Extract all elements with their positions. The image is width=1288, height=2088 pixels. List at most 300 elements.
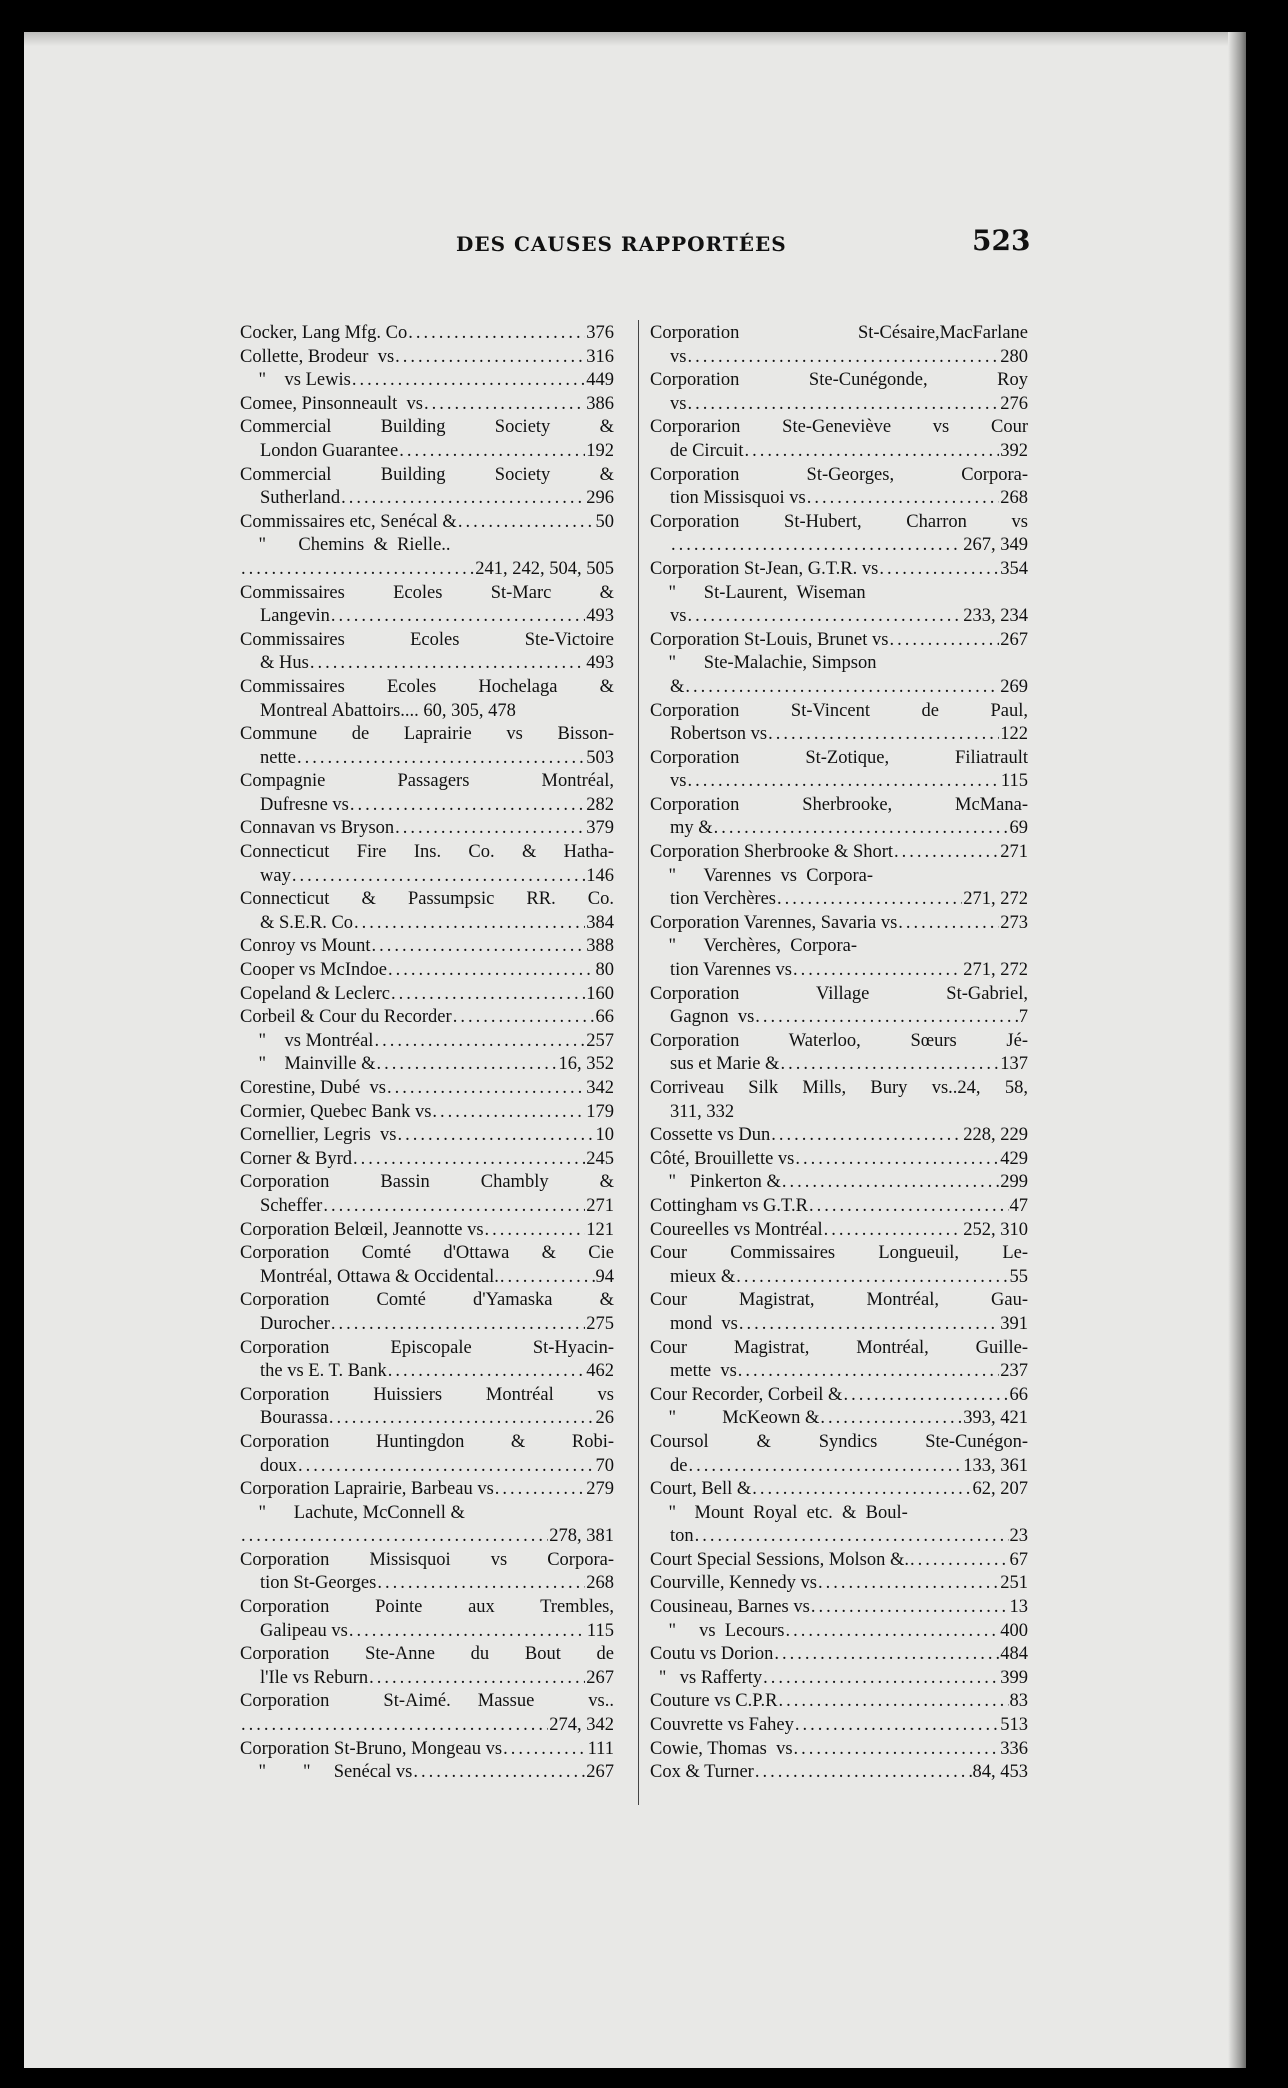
page-reference: 267: [586, 1667, 614, 1688]
index-entry: [240, 747, 614, 771]
dot-leader: [432, 1101, 585, 1125]
page-reference: 121: [586, 1219, 614, 1240]
dot-leader: [687, 605, 962, 629]
entry-text: de: [670, 1455, 688, 1476]
page-reference: 354: [1000, 558, 1028, 579]
entry-text: Comee, Pinsonneault vs: [240, 393, 423, 414]
dot-leader: [763, 1667, 999, 1691]
index-entry: Cour Magistrat, Montréal, Gau-: [650, 1290, 1028, 1311]
dot-leader: [374, 1030, 585, 1054]
index-entry: [650, 676, 1028, 700]
scan-shadow-top: [24, 32, 1246, 46]
index-entry: [650, 723, 1028, 747]
index-entry: Corporation St-Césaire,MacFarlane: [650, 323, 1028, 343]
dot-leader: [424, 393, 585, 417]
page-reference: 228, 229: [963, 1125, 1028, 1146]
dot-leader: [349, 1620, 586, 1644]
index-entry: Corporation Huntingdon & Robi-: [240, 1431, 614, 1452]
index-entry: " Lachute, McConnell &: [240, 1502, 465, 1523]
index-entry: Corporation Sherbrooke, McMana-: [650, 794, 1028, 815]
dot-leader: [807, 487, 1000, 511]
index-entry: [240, 511, 614, 535]
page-reference: 67: [1009, 1549, 1028, 1570]
dot-leader: [818, 1572, 999, 1596]
entry-text: " Mainville &: [240, 1054, 376, 1075]
dot-leader: [388, 959, 595, 983]
index-entry: [650, 1478, 1028, 1502]
index-entry: [240, 346, 614, 370]
page-reference: 268: [1000, 488, 1028, 509]
entry-text: Cocker, Lang Mfg. Co: [240, 323, 408, 343]
index-entry: [650, 1667, 1028, 1691]
index-column-left: [240, 322, 614, 1785]
index-entry: [650, 558, 1028, 582]
dot-leader: [350, 794, 585, 818]
entry-text: Dufresne vs: [260, 794, 349, 815]
entry-text: '' vs Rafferty: [650, 1667, 763, 1688]
index-entry: [650, 1643, 1028, 1667]
page-reference: 26: [595, 1408, 614, 1429]
index-entry: " Varennes vs Corpora-: [650, 865, 874, 886]
entry-text: Bourassa: [260, 1408, 328, 1429]
entry-text: " vs Lecours: [650, 1620, 785, 1641]
entry-text: " McKeown &: [650, 1408, 820, 1429]
dot-leader: [824, 1219, 963, 1243]
entry-text: Cottingham vs G.T.R: [650, 1195, 808, 1216]
page-reference: 282: [586, 794, 614, 815]
scanned-page: [24, 32, 1246, 2068]
dot-leader: [399, 440, 585, 464]
page-reference: 84, 453: [972, 1762, 1028, 1783]
index-entry: Corporarion Ste-Geneviève vs Cour: [650, 417, 1028, 438]
index-entry: Corporation St-Vincent de Paul,: [650, 700, 1028, 721]
index-entry: [650, 440, 1028, 464]
entry-text: &: [670, 676, 685, 697]
dot-leader: [755, 1761, 972, 1785]
index-entry: [650, 888, 1028, 912]
index-entry: [650, 1525, 1028, 1549]
entry-text: Montréal, Ottawa & Occidental.: [260, 1266, 499, 1287]
page-reference: 69: [1009, 818, 1028, 839]
entry-text: " vs Montréal: [240, 1030, 374, 1051]
page-reference: 111: [587, 1738, 614, 1759]
entry-text: tion Verchères: [670, 889, 776, 910]
page-reference: 257: [586, 1030, 614, 1051]
dot-leader: [755, 1006, 1017, 1030]
page-reference: 251: [1000, 1573, 1028, 1594]
dot-leader: [341, 487, 585, 511]
index-entry: [650, 487, 1028, 511]
index-entry: [650, 1549, 1028, 1573]
dot-leader: [843, 1384, 1008, 1408]
index-entry: Corporation Bassin Chambly &: [240, 1172, 614, 1193]
entry-text: Court, Bell &: [650, 1479, 752, 1500]
dot-leader: [408, 322, 585, 346]
entry-text: Corporation Sherbrooke & Short: [650, 842, 894, 863]
index-entry: [650, 1266, 1028, 1290]
page-reference: 280: [1000, 346, 1028, 367]
page-reference: 16, 352: [558, 1054, 614, 1075]
index-entry: [240, 1360, 614, 1384]
entry-text: mieux &: [670, 1266, 736, 1287]
dot-leader: [774, 1643, 999, 1667]
dot-leader: [744, 440, 999, 464]
index-entry: Corporation Ste-Cunégonde, Roy: [650, 370, 1028, 391]
entry-text: Coutu vs Dorion: [650, 1644, 774, 1665]
dot-leader: [391, 983, 585, 1007]
page-reference: 268: [586, 1573, 614, 1594]
page-reference: 388: [586, 936, 614, 957]
dot-leader: [503, 1738, 587, 1762]
index-entry: [240, 1572, 614, 1596]
page-reference: 241, 242, 504, 505: [475, 558, 614, 579]
page-reference: 299: [1000, 1172, 1028, 1193]
page-reference: 179: [586, 1101, 614, 1122]
entry-text: de Circuit: [670, 440, 744, 461]
index-entry: [240, 935, 614, 959]
entry-text: Durocher: [260, 1313, 330, 1334]
index-entry: [650, 1572, 1028, 1596]
page-reference: 429: [1000, 1148, 1028, 1169]
index-entry: [240, 605, 614, 629]
page-reference: 379: [586, 818, 614, 839]
page-reference: 392: [1000, 440, 1028, 461]
entry-text: Courville, Kennedy vs: [650, 1573, 817, 1594]
index-entry: [240, 1455, 614, 1479]
page-reference: 50: [595, 511, 614, 532]
index-entry: [240, 1124, 614, 1148]
dot-leader: [387, 1077, 585, 1101]
page-reference: 10: [595, 1125, 614, 1146]
index-entry: Corporation Comté d'Ottawa & Cie: [240, 1243, 614, 1264]
dot-leader: [485, 1219, 586, 1243]
index-entry: [240, 817, 614, 841]
dot-leader: [671, 534, 962, 558]
dot-leader: [495, 1478, 585, 1502]
dot-leader: [714, 817, 1009, 841]
page-reference: 342: [586, 1078, 614, 1098]
page-reference: 267, 349: [963, 535, 1028, 556]
index-entry: Corporation St-Georges, Corpora-: [650, 464, 1028, 485]
index-entry: Corporation St-Zotique, Filiatrault: [650, 747, 1028, 768]
index-entry: [650, 841, 1028, 865]
index-entry: [650, 1690, 1028, 1714]
dot-leader: [297, 747, 585, 771]
dot-leader: [395, 346, 585, 370]
index-entry: [650, 1124, 1028, 1148]
index-entry: [240, 1620, 614, 1644]
index-entry: [650, 1407, 1028, 1431]
index-column-right: [650, 322, 1028, 1785]
dot-leader: [795, 1714, 999, 1738]
index-entry: Corporation St-Aimé. Massue vs..: [240, 1691, 614, 1712]
entry-text: vs: [670, 606, 687, 627]
page-reference: 66: [595, 1007, 614, 1028]
dot-leader: [777, 888, 962, 912]
entry-text: vs: [670, 393, 687, 414]
entry-text: Cowie, Thomas vs: [650, 1738, 793, 1759]
entry-text: Sutherland: [260, 488, 341, 509]
page-reference: 336: [1000, 1738, 1028, 1759]
index-entry: Corporation Huissiers Montréal vs: [240, 1384, 614, 1405]
index-entry: [240, 1266, 614, 1290]
dot-leader: [331, 1313, 585, 1337]
page-reference: 462: [586, 1361, 614, 1382]
page-reference: 160: [586, 983, 614, 1004]
page-reference: 400: [1000, 1620, 1028, 1641]
index-entry: Commissaires Ecoles St-Marc &: [240, 582, 614, 603]
dot-leader: [413, 1761, 585, 1785]
index-entry: Commercial Building Society &: [240, 464, 614, 485]
dot-leader: [793, 959, 962, 983]
entry-text: Galipeau vs: [260, 1620, 348, 1641]
index-entry: [650, 912, 1028, 936]
index-entry: [650, 346, 1028, 370]
entry-text: Corporation Belœil, Jeannotte vs: [240, 1219, 484, 1240]
index-entry: Corporation Missisquoi vs Corpora-: [240, 1549, 614, 1570]
entry-text: the vs E. T. Bank: [260, 1361, 387, 1382]
dot-leader: [310, 652, 585, 676]
dot-leader: [323, 1195, 585, 1219]
dot-leader: [241, 1525, 548, 1549]
index-entry: [240, 1030, 614, 1054]
index-entry: [650, 1455, 1028, 1479]
dot-leader: [377, 1053, 558, 1077]
index-entry: [240, 1738, 614, 1762]
page-reference: 484: [1000, 1644, 1028, 1665]
entry-text: tion Varennes vs: [670, 960, 792, 981]
index-entry: " Mount Royal etc. & Boul-: [650, 1502, 908, 1523]
index-entry: Cour Magistrat, Montréal, Guille-: [650, 1337, 1028, 1358]
dot-leader: [894, 841, 999, 865]
index-entry: 311, 332: [670, 1101, 735, 1122]
page-reference: 237: [1000, 1361, 1028, 1382]
dot-leader: [687, 770, 999, 794]
dot-leader: [331, 605, 585, 629]
page-reference: 271: [586, 1195, 614, 1216]
index-entry: [650, 1006, 1028, 1030]
page-reference: 7: [1018, 1007, 1028, 1028]
index-entry: " Ste-Malachie, Simpson: [650, 653, 877, 674]
dot-leader: [820, 1407, 962, 1431]
index-entry: Cour Commissaires Longueuil, Le-: [650, 1243, 1028, 1264]
page-reference: 384: [586, 912, 614, 933]
index-entry: Coursol & Syndics Ste-Cunégon-: [650, 1431, 1028, 1452]
index-entry: [240, 1313, 614, 1337]
dot-leader: [688, 1455, 962, 1479]
page-reference: 376: [586, 323, 614, 343]
dot-leader: [500, 1266, 595, 1290]
dot-leader: [298, 1455, 595, 1479]
dot-leader: [352, 369, 585, 393]
index-entry: [650, 1620, 1028, 1644]
column-divider: [638, 320, 639, 1805]
dot-leader: [879, 558, 999, 582]
page-reference: 70: [595, 1455, 614, 1476]
entry-text: Corporation Laprairie, Barbeau vs: [240, 1479, 494, 1500]
index-entry: [240, 1101, 614, 1125]
page-reference: 316: [586, 346, 614, 367]
page-reference: 267: [586, 1762, 614, 1783]
page-reference: 391: [1000, 1313, 1028, 1334]
entry-text: way: [260, 865, 291, 886]
index-entry: [650, 959, 1028, 983]
page-reference: 245: [586, 1148, 614, 1169]
index-entry: [240, 1714, 614, 1738]
index-entry: [240, 1053, 614, 1077]
entry-text: nette: [260, 747, 296, 768]
page-reference: 133, 361: [963, 1455, 1028, 1476]
index-entry: Commissaires Ecoles Ste-Victoire: [240, 629, 614, 650]
index-entry: Corporation Episcopale St-Hyacin-: [240, 1337, 614, 1358]
index-entry: [240, 1077, 614, 1101]
entry-text: & S.E.R. Co: [260, 912, 354, 933]
index-entry: [650, 770, 1028, 794]
index-entry: Commune de Laprairie vs Bisson-: [240, 724, 614, 745]
dot-leader: [739, 1313, 999, 1337]
index-entry: [240, 1148, 614, 1172]
entry-text: Cossette vs Dun: [650, 1125, 771, 1146]
index-entry: [650, 534, 1028, 558]
dot-leader: [780, 1053, 999, 1077]
dot-leader: [752, 1478, 971, 1502]
index-entry: [240, 322, 614, 346]
page-reference: 83: [1009, 1691, 1028, 1712]
entry-text: London Guarantee: [260, 440, 399, 461]
dot-leader: [354, 912, 585, 936]
entry-text: vs: [670, 346, 687, 367]
page-reference: 271, 272: [963, 889, 1028, 910]
page-reference: 278, 381: [549, 1526, 614, 1547]
page-reference: 233, 234: [963, 606, 1028, 627]
index-entry: [240, 369, 614, 393]
page-reference: 275: [586, 1313, 614, 1334]
dot-leader: [453, 1006, 595, 1030]
entry-text: mette vs: [670, 1361, 737, 1382]
index-entry: [240, 1525, 614, 1549]
index-entry: [650, 817, 1028, 841]
entry-text: Gagnon vs: [670, 1007, 755, 1028]
dot-leader: [898, 912, 999, 936]
page-reference: 513: [1000, 1715, 1028, 1736]
index-entry: [240, 912, 614, 936]
index-entry: [240, 1667, 614, 1691]
index-entry: Corporation Ste-Anne du Bout de: [240, 1644, 614, 1665]
page-reference: 66: [1009, 1384, 1028, 1405]
page-reference: 13: [1009, 1597, 1028, 1618]
entry-text: Robertson vs: [670, 724, 768, 745]
page-number: 523: [972, 224, 1031, 257]
index-entry: [650, 1360, 1028, 1384]
entry-text: l'Ile vs Reburn: [260, 1667, 369, 1688]
dot-leader: [395, 817, 585, 841]
page-reference: 55: [1009, 1266, 1028, 1287]
page-reference: 80: [595, 960, 614, 981]
page-reference: 23: [1009, 1526, 1028, 1547]
page-reference: 274, 342: [549, 1715, 614, 1736]
page-reference: 94: [595, 1266, 614, 1287]
index-entry: [650, 1384, 1028, 1408]
index-entry: [650, 1761, 1028, 1785]
index-entry: [240, 652, 614, 676]
entry-text: Cormier, Quebec Bank vs: [240, 1101, 432, 1122]
dot-leader: [353, 1148, 585, 1172]
entry-text: sus et Marie &: [670, 1054, 780, 1075]
dot-leader: [241, 558, 474, 582]
entry-text: Cour Recorder, Corbeil &: [650, 1384, 843, 1405]
page-reference: 267: [1000, 629, 1028, 650]
index-entry: [240, 1006, 614, 1030]
dot-leader: [738, 1360, 999, 1384]
page-reference: 146: [586, 865, 614, 886]
entry-text: tion Missisquoi vs: [670, 488, 806, 509]
page-reference: 296: [586, 488, 614, 509]
entry-text: Court Special Sessions, Molson &.: [650, 1549, 910, 1570]
index-entry: " Verchères, Corpora-: [650, 936, 858, 957]
dot-leader: [782, 1171, 999, 1195]
index-entry: Corporation Village St-Gabriel,: [650, 983, 1028, 1004]
index-entry: [240, 959, 614, 983]
index-entry: Connecticut Fire Ins. Co. & Hatha-: [240, 842, 614, 863]
page-reference: 47: [1009, 1195, 1028, 1216]
index-entry: Corporation Comté d'Yamaska &: [240, 1290, 614, 1311]
entry-text: Commissaires etc, Senécal &: [240, 511, 457, 532]
index-entry: [650, 1313, 1028, 1337]
index-entry: [240, 1407, 614, 1431]
entry-text: Corporation St-Louis, Brunet vs: [650, 629, 889, 650]
index-entry: " Chemins & Rielle..: [240, 535, 451, 556]
entry-text: Connavan vs Bryson: [240, 818, 395, 839]
entry-text: Corbeil & Cour du Recorder: [240, 1007, 452, 1028]
entry-text: " vs Lewis: [240, 370, 351, 391]
dot-leader: [372, 935, 586, 959]
index-entry: " St-Laurent, Wiseman: [650, 582, 866, 603]
entry-text: vs: [670, 771, 687, 792]
page-reference: 192: [586, 440, 614, 461]
page-reference: 503: [586, 747, 614, 768]
dot-leader: [685, 676, 999, 700]
index-entry: [240, 794, 614, 818]
index-entry: [650, 1714, 1028, 1738]
dot-leader: [687, 393, 999, 417]
dot-leader: [778, 1690, 1008, 1714]
index-entry: [240, 393, 614, 417]
page-reference: 137: [1000, 1054, 1028, 1075]
page-reference: 399: [1000, 1667, 1028, 1688]
index-entry: Connecticut & Passumpsic RR. Co.: [240, 889, 614, 910]
entry-text: Couvrette vs Fahey: [650, 1715, 794, 1736]
dot-leader: [377, 1572, 585, 1596]
entry-text: Cornellier, Legris vs: [240, 1125, 397, 1146]
dot-leader: [768, 723, 999, 747]
entry-text: Côté, Brouillette vs: [650, 1148, 795, 1169]
index-entry: Corporation St-Hubert, Charron vs: [650, 511, 1028, 532]
entry-text: Cox & Turner: [650, 1762, 754, 1783]
index-entry: [650, 1195, 1028, 1219]
index-entry: [650, 605, 1028, 629]
index-entry: Montreal Abattoirs.... 60, 305, 478: [260, 700, 516, 721]
dot-leader: [329, 1407, 595, 1431]
entry-text: Corporation Varennes, Savaria vs: [650, 912, 898, 933]
entry-text: Coureelles vs Montréal: [650, 1219, 823, 1240]
page-reference: 62, 207: [972, 1479, 1028, 1500]
page-reference: 273: [1000, 912, 1028, 933]
dot-leader: [458, 511, 595, 535]
page-reference: 115: [586, 1620, 614, 1641]
dot-leader: [397, 1124, 594, 1148]
entry-text: Cousineau, Barnes vs: [650, 1597, 810, 1618]
entry-text: mond vs: [670, 1313, 738, 1334]
